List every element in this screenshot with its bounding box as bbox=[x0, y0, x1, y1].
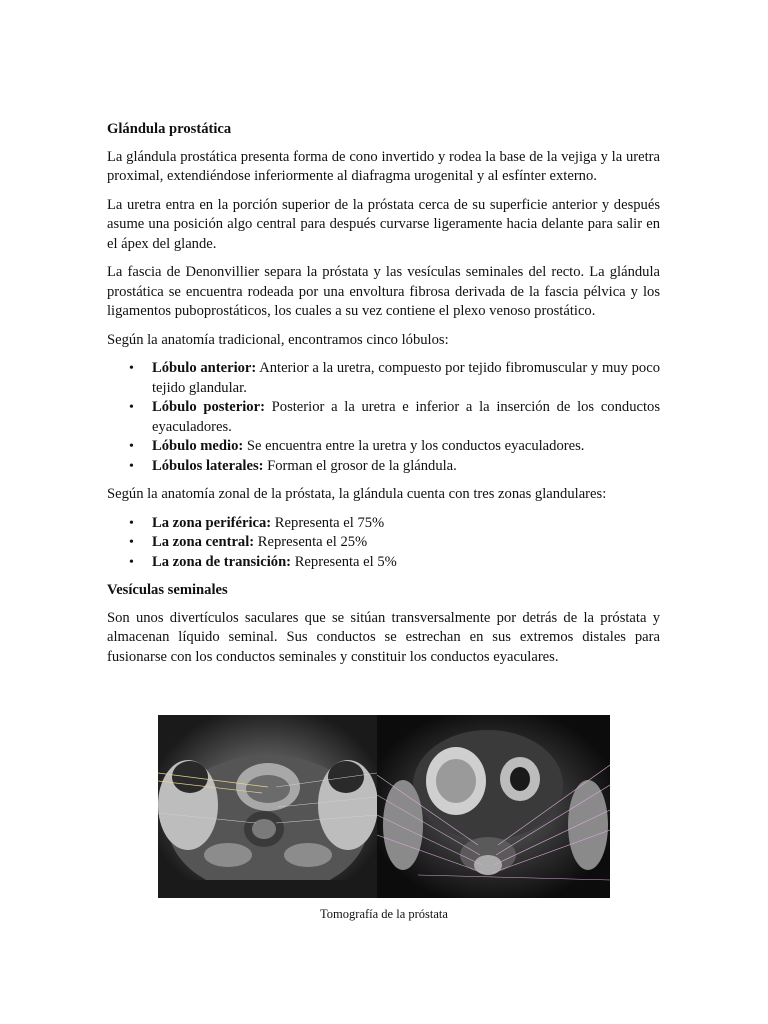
list-item-desc: Anterior a la uretra, compuesto por tejido fibromuscular y muy poco tejido glandular. bbox=[152, 360, 660, 396]
bullet-icon: • bbox=[129, 361, 134, 376]
list-item bbox=[107, 359, 660, 398]
mri-right-panel bbox=[377, 715, 610, 898]
paragraph: Son unos divertículos saculares que se sitúan transversalmente por detrás de la próstata y almacenan líquido seminal. Sus conductos se estrechan en sus extremos distales para fusionarse con los conductos seminales y constituir los conductos eyaculares. bbox=[107, 609, 660, 665]
figure-caption: Tomografía de la próstata bbox=[320, 907, 448, 921]
zones-list bbox=[107, 514, 660, 573]
paragraph: Según la anatomía zonal de la próstata, la glándula cuenta con tres zonas glandulares: bbox=[107, 486, 607, 502]
list-item-desc: Se encuentra entre la uretra y los conductos eyaculadores. bbox=[243, 438, 585, 454]
list-item-term: La zona central: bbox=[152, 534, 255, 550]
list-item-term: Lóbulo medio: bbox=[152, 438, 244, 454]
bullet-icon: • bbox=[129, 515, 134, 531]
mri-left-panel bbox=[158, 715, 378, 898]
list-item-desc: Posterior a la uretra e inferior a la inserción de los conductos eyaculadores. bbox=[152, 399, 661, 435]
bullet-icon: • bbox=[129, 400, 134, 415]
document-body bbox=[107, 120, 660, 676]
mri-image bbox=[158, 715, 610, 898]
bullet-icon: • bbox=[129, 439, 134, 454]
bullet-icon: • bbox=[129, 554, 134, 570]
bullet-icon: • bbox=[129, 535, 134, 550]
list-item bbox=[107, 437, 660, 457]
list-item bbox=[107, 398, 660, 437]
list-item-term: Lóbulo anterior: bbox=[152, 360, 257, 376]
bullet-icon: • bbox=[129, 458, 134, 474]
list-item-desc: Representa el 75% bbox=[271, 514, 385, 531]
list-item-desc: Representa el 25% bbox=[254, 534, 368, 550]
section-heading-seminal-vesicles: Vesículas seminales bbox=[107, 582, 228, 598]
list-item-term: Lóbulo posterior: bbox=[152, 399, 265, 415]
paragraph: La glándula prostática presenta forma de cono invertido y rodea la base de la vejiga y la uretra proximal, extendiéndose inferiormente al diafragma urogenital y al esfínter externo. bbox=[107, 148, 660, 184]
list-item-term: Lóbulos laterales: bbox=[152, 457, 264, 474]
paragraph: Según la anatomía tradicional, encontramos cinco lóbulos: bbox=[107, 331, 449, 348]
list-item-desc: Forman el grosor de la glándula. bbox=[263, 457, 457, 474]
paragraph: La uretra entra en la porción superior de la próstata cerca de su superficie anterior y después asume una posición algo central para después curvarse ligeramente hacia delante para salir en el ápex del glande. bbox=[107, 196, 660, 252]
list-item-desc: Representa el 5% bbox=[291, 553, 397, 570]
list-item bbox=[107, 553, 660, 573]
section-heading-prostate: Glándula prostática bbox=[107, 121, 232, 137]
list-item bbox=[107, 457, 660, 477]
list-item bbox=[107, 514, 660, 534]
list-item-term: La zona de transición: bbox=[152, 553, 292, 570]
mri-figure bbox=[158, 715, 610, 898]
list-item bbox=[107, 533, 660, 553]
lobes-list bbox=[107, 359, 660, 476]
paragraph: La fascia de Denonvillier separa la próstata y las vesículas seminales del recto. La glándula prostática se encuentra rodeada por una envoltura fibrosa derivada de la fascia pélvica y los ligamentos puboprostáticos, los cuales a su vez contiene el plexo venoso prostático. bbox=[107, 264, 660, 319]
list-item-term: La zona periférica: bbox=[152, 514, 272, 531]
